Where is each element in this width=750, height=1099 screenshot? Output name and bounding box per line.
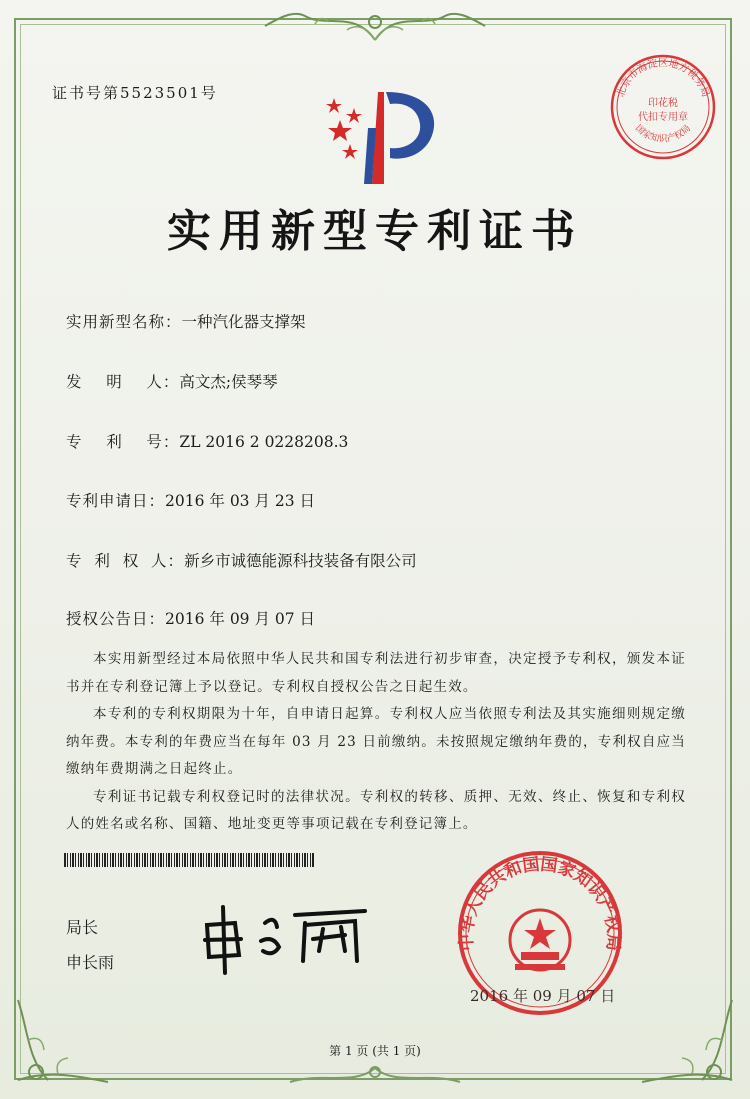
barcode — [64, 853, 314, 867]
field-label: 实用新型名称： — [66, 313, 182, 331]
field-grant-date — [66, 607, 315, 629]
field-value: 2016 年 09 月 07 日 — [165, 610, 316, 628]
seal-date: 2016 年 09 月 07 日 — [470, 987, 616, 1005]
tax-seal-bottom-text: 国家知识产权局 — [632, 123, 694, 145]
tax-seal-outer-text: 北京市海淀区地方税务局 — [615, 58, 711, 99]
certificate-number: 证书号第5523501号 — [52, 84, 218, 102]
body-paragraph-3: 专利证书记载专利权登记时的法律状况。专利权的转移、质押、无效、终止、恢复和专利权人的姓名或名称、国籍、地址变更等事项记载在专利登记簿上。 — [66, 788, 686, 832]
field-label: 专 利 权 人： — [66, 552, 185, 570]
svg-text:国家知识产权局 — [633, 123, 693, 145]
certificate-title: 实用新型专利证书 — [167, 206, 583, 257]
field-label: 专 利 号： — [66, 433, 180, 451]
bottom-center-ornament — [280, 1062, 470, 1090]
field-label: 专利申请日： — [66, 492, 166, 510]
tax-seal-inner-text-2: 代扣专用章 — [638, 112, 688, 123]
page-number: 第 1 页 (共 1 页) — [329, 1044, 421, 1058]
body-paragraph-1: 本实用新型经过本局依照中华人民共和国专利法进行初步审查，决定授予专利权，颁发本证书并在专利登记簿上予以登记。专利权自授权公告之日起生效。 — [66, 651, 686, 695]
field-patentee — [66, 549, 417, 571]
svg-text:北京市海淀区地方税务局 — [614, 56, 711, 98]
field-label: 授权公告日： — [66, 610, 166, 628]
bottom-left-ornament — [8, 990, 118, 1090]
field-value: 一种汽化器支撑架 — [181, 313, 306, 331]
field-utility-model-name — [66, 310, 306, 332]
body-paragraph-2: 本专利的专利权期限为十年，自申请日起算。专利权人应当依照专利法及其实施细则规定缴纳年费。本专利的年费应当在每年 03 月 23 日前缴纳。未按照规定缴纳年费的，专利权自应当缴纳年费期满之日起终止。 — [66, 706, 686, 777]
patent-office-logo-icon — [310, 88, 445, 188]
field-label: 发 明 人： — [66, 373, 180, 391]
officer-name: 申长雨 — [66, 953, 115, 972]
field-value: 2016 年 03 月 23 日 — [165, 492, 316, 510]
field-inventor — [66, 370, 278, 392]
bottom-right-ornament — [632, 990, 742, 1090]
field-value: 高文杰;侯琴琴 — [179, 373, 278, 391]
field-application-date — [66, 489, 315, 511]
national-seal-text: 中华人民共和国国家知识产权局 — [456, 854, 624, 952]
certificate-body — [66, 646, 686, 839]
director-signature — [195, 895, 375, 975]
officer-title: 局长 — [66, 918, 99, 937]
tax-seal-stamp — [608, 52, 718, 162]
field-value: 新乡市诚德能源科技装备有限公司 — [184, 552, 417, 570]
top-ornament — [255, 6, 495, 46]
field-value: ZL 2016 2 0228208.3 — [179, 433, 349, 451]
tax-seal-inner-text-1: 印花税 — [648, 98, 678, 109]
field-patent-number — [66, 430, 348, 452]
